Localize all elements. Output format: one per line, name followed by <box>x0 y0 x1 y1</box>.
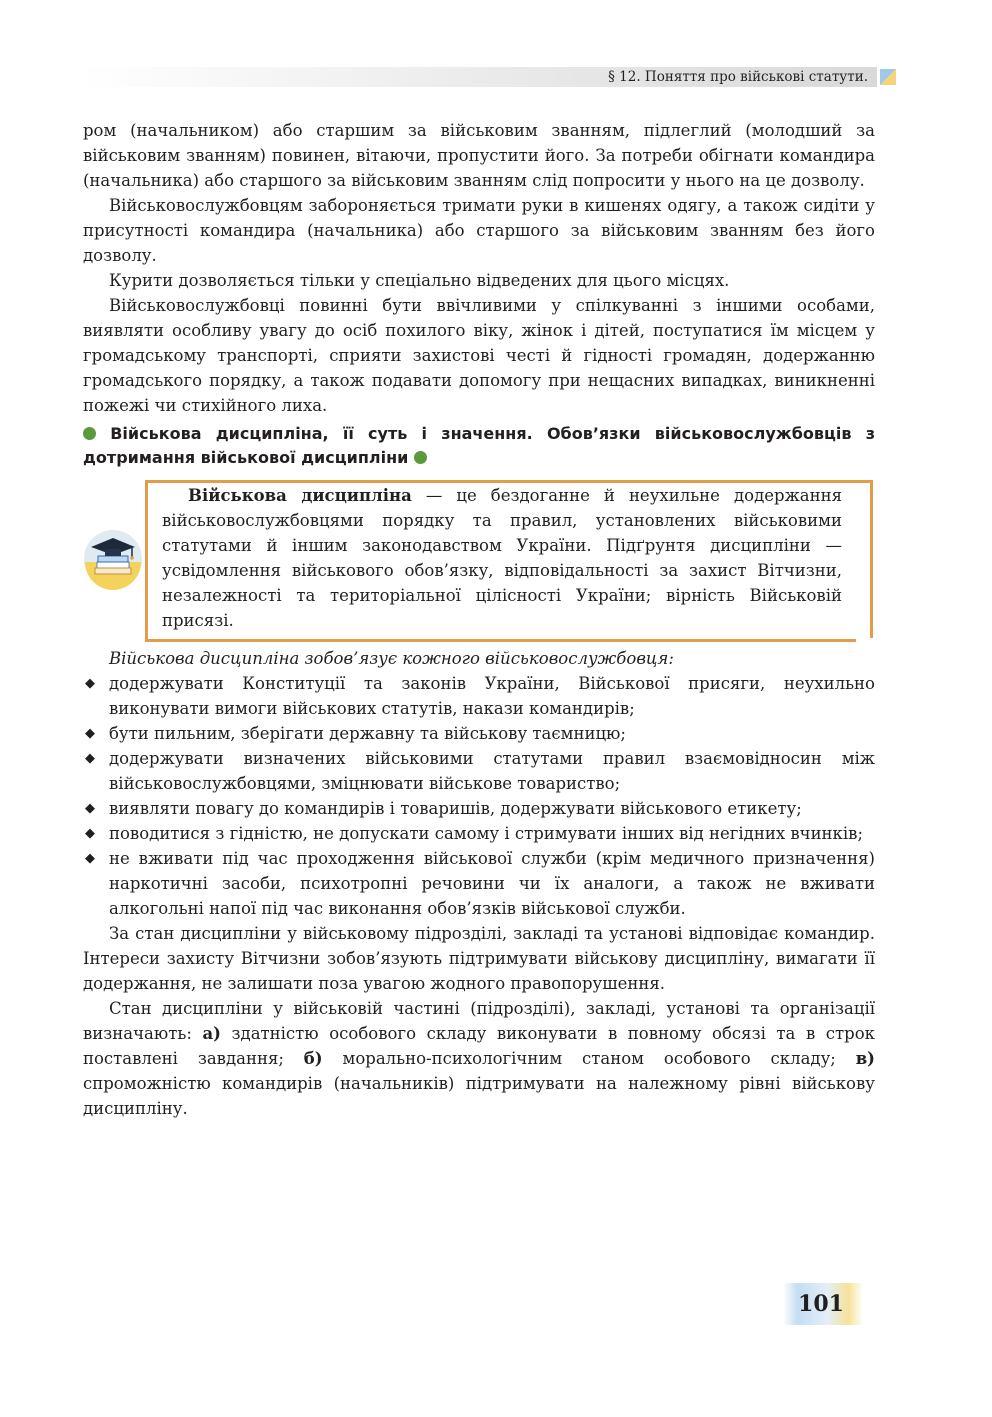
diamond-bullet-icon: ◆ <box>85 751 95 766</box>
green-dot-icon <box>414 451 427 464</box>
section-title: § 12. Поняття про військові статути. <box>608 69 868 85</box>
paragraph-commander: За стан дисципліни у військовому підрозділі, закладі та установі відповідає командир. Інтереси захисту Вітчизни зобов’язують підтримувати військову дисципліну, вимагати її додержання, не залишати поза увагою жодного правопорушення. <box>83 924 875 993</box>
definition-text <box>162 483 842 633</box>
list-item: ◆ додержувати визначених військовими статутами правил взаємовідносин між військовослужбовцями, зміцнювати військове товариство; <box>83 746 875 796</box>
list-item: ◆ додержувати Конституції та законів України, Військової присяги, неухильно виконувати вимоги військових статутів, накази командирів; <box>83 671 875 721</box>
page-content <box>83 118 875 1121</box>
duties-list <box>83 671 875 921</box>
diamond-bullet-icon: ◆ <box>85 801 95 816</box>
section-heading <box>83 422 875 470</box>
diamond-bullet-icon: ◆ <box>85 851 95 866</box>
list-item: ◆ виявляти повагу до командирів і товаришів, додержувати військового етикету; <box>83 796 875 821</box>
green-dot-icon <box>83 427 96 440</box>
list-item: ◆ бути пильним, зберігати державну та військову таємницю; <box>83 721 875 746</box>
diamond-bullet-icon: ◆ <box>85 726 95 741</box>
book-with-graduation-cap-icon <box>83 528 143 590</box>
paragraph-smoking-rule: Курити дозволяється тільки у спеціально відведених для цього місцях. <box>109 271 730 290</box>
section-heading-text: Військова дисципліна, її суть і значення. Обов’язки військовослужбовців з дотримання військової дисципліни <box>83 424 875 467</box>
paragraph-continuation: ром (начальником) або старшим за військовим званням, підлеглий (молодший за військовим званням) повинен, вітаючи, пропустити його. За потреби обігнати командира (начальника) або старшого за військовим званням слід попросити у нього на це дозволу. <box>83 121 875 190</box>
list-intro: Військова дисципліна зобов’язує кожного військовослужбовця: <box>109 649 674 668</box>
definition-box <box>145 480 856 642</box>
list-item: ◆ поводитися з гідністю, не допускати самому і стримувати інших від негідних вчинків; <box>83 821 875 846</box>
definition-body: — це бездоганне й неухильне додержання військовослужбовцями порядку та правил, установлених військовими статутами й іншим законодавством України. Підґрунтя дисципліни — усвідомлення військового обов’язку, відповідальності за захист Вітчизни, незалежності та територіальної цілісності України; вірність Військовій присязі. <box>162 486 842 630</box>
page-number: 101 <box>798 1291 844 1317</box>
paragraph-discipline-state: Стан дисципліни у військовій частині (підрозділі), закладі, установі та організації визначають: а) здатністю особового складу виконувати в повному обсязі та в строк поставлені завдання; б) морально-психологічним станом особового складу; в) спроможністю командирів (начальників) підтримувати на належному рівні військову дисципліну. <box>83 999 875 1118</box>
diamond-bullet-icon: ◆ <box>85 826 95 841</box>
paragraph-pockets-rule: Військовослужбовцям забороняється тримати руки в кишенях одягу, а також сидіти у присутності командира (начальника) або старшого за військовим званням без його дозволу. <box>83 196 875 265</box>
list-item: ◆ не вживати під час проходження військової служби (крім медичного призначення) наркотичні засоби, психотропні речовини чи їх аналоги, а також не вживати алкогольні напої під час виконання обов’язків військової служби. <box>83 846 875 921</box>
paragraph-politeness: Військовослужбовці повинні бути ввічливими у спілкуванні з іншими особами, виявляти особливу увагу до осіб похилого віку, жінок і дітей, поступатися їм місцем у громадському транспорті, сприяти захистові честі й гідності громадян, додержанню громадського порядку, а також подавати допомогу при нещасних випадках, виникненні пожежі чи стихійного лиха. <box>83 296 875 415</box>
diamond-bullet-icon: ◆ <box>85 676 95 691</box>
definition-term: Військова дисципліна <box>188 486 412 505</box>
header-corner-decoration <box>880 69 896 85</box>
